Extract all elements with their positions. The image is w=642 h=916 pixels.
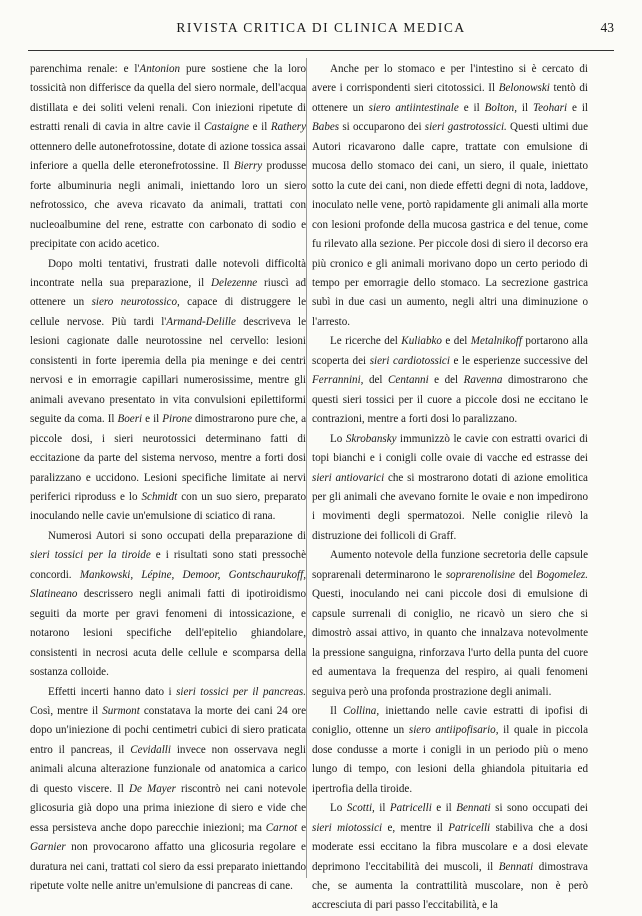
text-run: del <box>515 568 537 581</box>
text-run: si occuparono dei <box>339 121 425 134</box>
italic-text: Castaigne <box>204 121 250 134</box>
text-run: pure sostiene che la loro tossicità non differisce da quella del siero normale, dell'acqua distillata e dei soliti veleni renali. Con iniezioni ripetute di estratti renali di cavia in altre cavie il <box>30 63 306 134</box>
paragraph <box>312 60 588 332</box>
header-rule <box>28 50 614 51</box>
italic-text: Bennati <box>498 860 534 873</box>
text-run: Lo <box>330 432 346 445</box>
text-run: invece non osservava negli animali alcuna alterazione funzionale od anatomica a carico di questo viscere. Il <box>30 743 307 795</box>
text-run: il quale in piccola dose condusse a morte i conigli in un periodo più o meno lungo di tempo, con lesioni della ghiandola pituitaria ed ipertrofia della tiroide. <box>312 724 588 795</box>
italic-text: sieri gastrotossici. <box>424 121 507 134</box>
italic-text: Bogomelez. <box>536 568 588 581</box>
text-run: con un suo siero, preparato inoculando nelle cavie un'emulsione di sciatico di rana. <box>30 490 306 523</box>
italic-text: Scotti, <box>346 802 375 815</box>
text-run: e le esperienze successive del <box>449 354 588 367</box>
italic-text: Garnier <box>30 841 66 854</box>
italic-text: Metalnikoff <box>470 335 522 348</box>
text-run: constatava la morte dei cani 24 ore dopo un'iniezione di pochi centimetri cubici di siero praticata entro il pancreas, il <box>30 704 307 756</box>
text-run: il <box>374 802 390 815</box>
italic-text: Collina, <box>343 704 380 717</box>
text-run: descriveva le lesioni cagionate dalle neurotossine nel cervello: lesioni consistenti in forte iperemia della pia meninge e dei centri nervosi e in emorragie capillari numerosissime, mentre gli animali avevano presentato in vita convulsioni epilettiformi seguite da coma. Il <box>30 315 306 426</box>
italic-text: Babes <box>312 121 340 134</box>
page-number: 43 <box>600 20 614 35</box>
italic-text: Teohari <box>532 101 568 114</box>
text-run: Dopo molti tentativi, frustrati dalle notevoli difficoltà incontrate nella sua preparazione, il <box>30 257 306 289</box>
text-run: e il <box>142 413 163 426</box>
italic-text: De Mayer <box>128 782 176 795</box>
text-run: Questi ultimi due Autori ricavarono dalle capre, trattate con emulsione di mucosa dello stomaco dei cani, un siero, il quale, iniettato sotto la cute dei cani, non diede effetti degni di nota, laddove, inoculato nelle vene, portò rapidamente gli animali alla morte con lesioni profonde della mucosa gastrica e del tenue, come fu rilevato alla sezione. Per piccole dosi di siero il decorso era più cronico e gli animali morivano dopo un certo periodo di tempo per emorragie dello stomaco. La secrezione gastrica subì in due casi un aumento, negli altri una diminuzione o l'arresto. <box>312 121 588 328</box>
italic-text: Bennati <box>456 802 491 815</box>
italic-text: siero neurotossico, <box>91 296 180 309</box>
text-run: stabiliva che a dosi moderate essi eccitano la fibra muscolare e a dosi elevate deprimono l'eccitabilità dei muscoli, il <box>312 821 588 873</box>
journal-title: RIVISTA CRITICA DI CLINICA MEDICA <box>176 20 466 35</box>
text-run: Lo <box>330 802 347 815</box>
text-run: Numerosi Autori si sono occupati della preparazione di <box>48 529 306 542</box>
italic-text: sieri cardiotossici <box>369 354 450 367</box>
paragraph <box>312 702 588 799</box>
italic-text: Pirone <box>162 413 193 426</box>
text-run: dimostrarono che questi sieri tossici per il cuore a piccole dosi ne eccitano le contrazioni, mentre a forti dosi lo paralizzano. <box>312 374 588 426</box>
paragraph <box>30 527 306 683</box>
text-run: iniettando nelle cavie estratti di ipofisi di coniglio, ottenne un <box>312 704 588 737</box>
text-run: e del <box>441 335 471 348</box>
italic-text: Boeri <box>117 413 143 426</box>
paragraph <box>312 430 588 547</box>
italic-text: sieri antiovarici <box>312 471 385 484</box>
paragraph <box>312 799 588 916</box>
text-run: si sono occupati dei <box>490 802 588 815</box>
italic-text: Antonion <box>139 63 181 75</box>
text-run: Il <box>330 704 344 717</box>
italic-text: Armand-Delille <box>166 315 236 328</box>
italic-text: sieri tossici per il pancreas. <box>176 685 306 698</box>
text-run: capace di distruggere le cellule nervose. Più tardi l' <box>30 296 306 328</box>
text-run: non provocarono affatto una glicosuria regolare e duratura nei cani, trattati col siero da essi preparato iniettando ripetute volte nelle anitre un'emulsione di pancreas di cane. <box>30 841 306 893</box>
italic-text: Kuliabko <box>401 335 442 348</box>
italic-text: Schmidt <box>141 490 178 503</box>
italic-text: Patricelli <box>389 802 432 815</box>
italic-text: Bolton, <box>484 101 517 114</box>
italic-text: Centanni <box>388 374 429 387</box>
italic-text: Cevidalli <box>130 743 171 756</box>
text-run: produsse forte albuminuria negli animali, iniettando loro un siero nefrotossico, che aveva ricavato da animali, trattati con nucleoalbumine del rene, estratte con carbonato di sodio e precipitate con acido acetico. <box>30 160 306 251</box>
right-column <box>312 60 588 912</box>
text-run: e del <box>428 374 464 387</box>
text-run: e il <box>249 121 271 134</box>
paragraph <box>312 332 588 429</box>
text-run: riscontrò nei cani notevole glicosuria già dopo una prima iniezione di siero e vide che essa persisteva anche dopo parecchie iniezioni; ma <box>30 782 307 834</box>
italic-text: Patricelli <box>448 821 491 834</box>
paragraph <box>30 255 306 527</box>
text-run: e il <box>431 802 457 815</box>
column-divider <box>306 58 307 878</box>
italic-text: siero antiipofisario, <box>408 724 499 737</box>
text-run: ottennero delle autonefrotossine, dotate di azione tossica assai inferiore a quella delle eteronefrotossine. Il <box>30 140 306 173</box>
italic-text: Belonowski <box>498 82 550 95</box>
italic-text: Mankowski, Lépine, Demoor, Gontschaurukoff, Slatineano <box>30 568 306 601</box>
text-run: Così, mentre il <box>30 704 103 717</box>
text-run: Aumento notevole della funzione secretoria delle capsule soprarenali determinarono le <box>312 549 588 581</box>
left-column <box>30 60 307 893</box>
text-run: e, mentre il <box>382 821 449 834</box>
text-run: Anche per lo stomaco e per l'intestino si è cercato di avere i corrispondenti sieri citotossici. Il <box>312 63 588 95</box>
italic-text: Bierry <box>233 160 263 173</box>
text-run: riuscì ad ottenere un <box>30 276 306 309</box>
text-run: immunizzò le cavie con estratti ovarici di topi bianchi e i conigli colle ovaie di vacche ed estrasse dei <box>312 432 588 465</box>
italic-text: Delezenne <box>211 276 258 289</box>
text-run: tentò di ottenere un <box>312 82 588 114</box>
text-run: parenchima renale: e l' <box>30 63 140 75</box>
italic-text: Rathery <box>270 121 306 134</box>
text-run: Effetti incerti hanno dato i <box>48 685 177 698</box>
text-run: e <box>297 821 306 834</box>
text-run: Questi, inoculando nei cani piccole dosi di emulsione di capsule surrenali di coniglio, ne ricavò un siero che si dimostrò assai attivo, in quanto che innalzava notevolmente la pressione sanguigna, rinforzava l'urto della punta del cuore ed aumentava la frequenza del respiro, ai quali fenomeni seguiva però una profonda prostrazione degli animali. <box>312 588 588 698</box>
running-header <box>28 18 614 38</box>
text-run: il <box>516 101 533 114</box>
italic-text: Ravenna <box>463 374 503 387</box>
text-run: Le ricerche del <box>330 335 402 348</box>
paragraph <box>312 546 588 702</box>
italic-text: Surmont <box>102 704 140 717</box>
text-run: dimostrava che, se aumenta la contrattilità muscolare, non è però accresciuta di pari passo l'eccitabilità, e la <box>312 860 588 912</box>
italic-text: Skrobansky <box>345 432 397 445</box>
paragraph <box>30 60 306 255</box>
text-run: portarono alla scoperta dei <box>312 335 588 367</box>
text-run: del <box>363 374 388 387</box>
text-run: dimostrarono pure che, a piccole dosi, i sieri neurotossici determinano fatti di eccitazione da parte del sistema nervoso, mentre a forti dosi paralizzano e uccidono. Lesioni specifiche limitate ai nervi periferici riproduss e lo <box>30 413 306 503</box>
text-run: e i risultati sono stati pressochè concordi. <box>30 549 306 581</box>
italic-text: sieri tossici per la tiroide <box>30 549 151 562</box>
text-run: e il <box>458 101 485 114</box>
italic-text: Carnot <box>265 821 298 834</box>
italic-text: Ferrannini, <box>312 374 364 387</box>
paragraph <box>30 683 306 897</box>
text-run: che si mostrarono dotati di azione emolitica per gli animali che avevano fornite le ovaie e non impedirono i movimenti degli spermatozoi. Nelle coniglie rilevò la distruzione dei follicoli di Graff. <box>312 471 588 542</box>
italic-text: soprarenolisine <box>445 568 516 581</box>
italic-text: sieri miotossici <box>312 821 383 834</box>
text-run: e il <box>567 101 588 114</box>
italic-text: siero antiintestinale <box>368 101 459 114</box>
text-run: descrissero negli animali fatti di ipotiroidismo seguiti da morte per gravi fenomeni di intossicazione, e notarono lesioni specifiche dell'epitelio ghiandolare, consistenti in necrosi acuta delle cellule e scomparsa della sostanza colloide. <box>30 588 306 679</box>
